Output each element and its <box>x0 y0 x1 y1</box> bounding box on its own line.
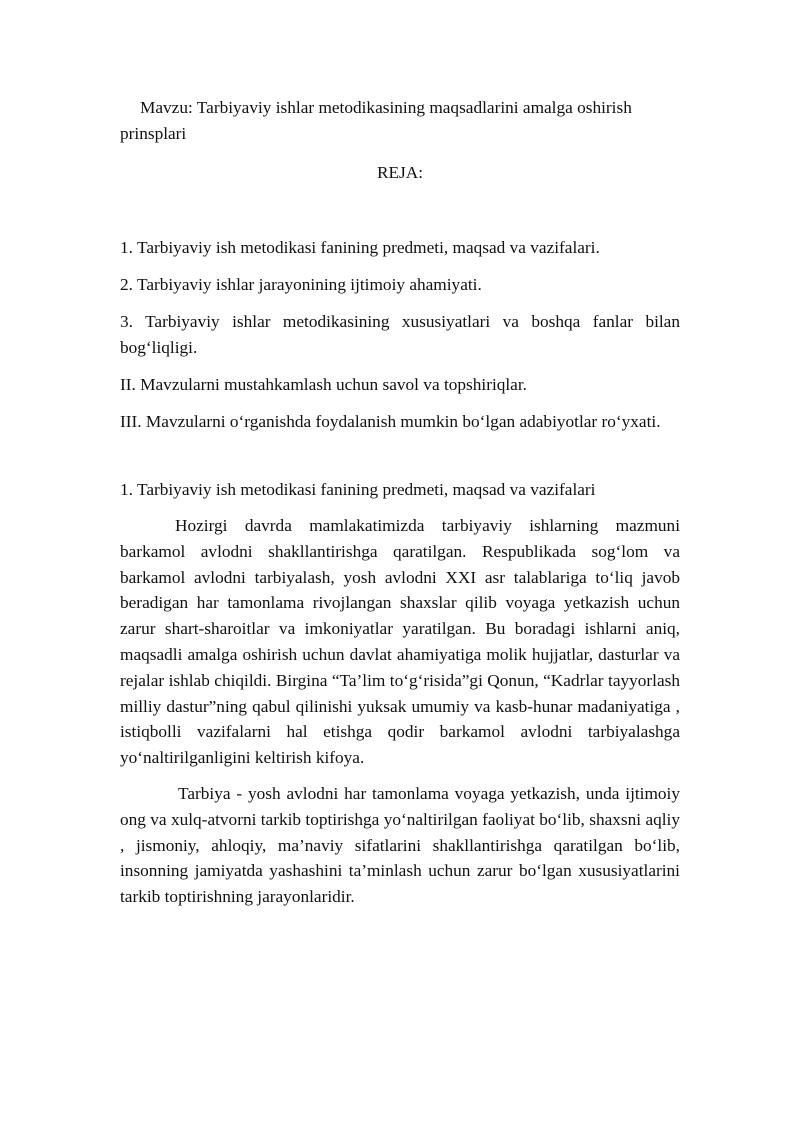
document-title: Mavzu: Tarbiyaviy ishlar metodikasining maqsadlarini amalga oshirish prinsplari <box>120 98 632 143</box>
plan-item: III. Mavzularni o‘rganishda foydalanish mumkin bo‘lgan adabiyotlar ro‘yxati. <box>120 412 661 431</box>
plan-heading: REJA: <box>376 163 424 182</box>
plan-item: 2. Tarbiyaviy ishlar jarayonining ijtimoiy ahamiyati. <box>120 275 482 294</box>
body-paragraph: Hozirgi davrda mamlakatimizda tarbiyaviy ishlarning mazmuni barkamol avlodni shakllantirishga qaratilgan. Respublikada sog‘lom va barkamol avlodni tarbiyalash, yosh avlodni XXI asr talablariga to‘liq javob beradigan har tamonlama rivojlangan shaxslar qilib voyaga yetkazish uchun zarur shart-sharoitlar va imkoniyatlar yaratilgan. Bu boradagi ishlarni aniq, maqsadli amalga oshirish uchun davlat ahamiyatiga molik hujjatlar, dasturlar va rejalar ishlab chiqildi. Birgina “Ta’lim to‘g‘risida”gi Qonun, “Kadrlar tayyorlash milliy dastur”ning qabul qilinishi yuksak umumiy va kasb-hunar madaniyatiga , istiqbolli vazifalarni hal etishga qodir barkamol avlodni tarbiyalashga yo‘naltirilganligini keltirish kifoya. <box>120 516 680 768</box>
section-heading: 1. Tarbiyaviy ish metodikasi fanining predmeti, maqsad va vazifalari <box>120 480 596 499</box>
section-body <box>120 477 680 920</box>
plan-item: II. Mavzularni mustahkamlash uchun savol va topshiriqlar. <box>120 375 527 394</box>
plan-list <box>120 235 680 446</box>
plan-item: 3. Tarbiyaviy ishlar metodikasining xususiyatlari va boshqa fanlar bilan bog‘liqligi. <box>120 312 680 357</box>
plan-item: 1. Tarbiyaviy ish metodikasi fanining predmeti, maqsad va vazifalari. <box>120 238 600 257</box>
body-paragraph: Tarbiya - yosh avlodni har tamonlama voyaga yetkazish, unda ijtimoiy ong va xulq-atvorni tarkib toptirishga yo‘naltirilgan faoliyat bo‘lib, shaxsni aqliy , jismoniy, ahloqiy, ma’naviy sifatlarini shakllantirishga qaratilgan bo‘lib, insonning jamiyatda yashashini ta’minlash uchun zarur bo‘lgan xususiyatlarini tarkib toptirishning jarayonlaridir. <box>120 783 680 907</box>
